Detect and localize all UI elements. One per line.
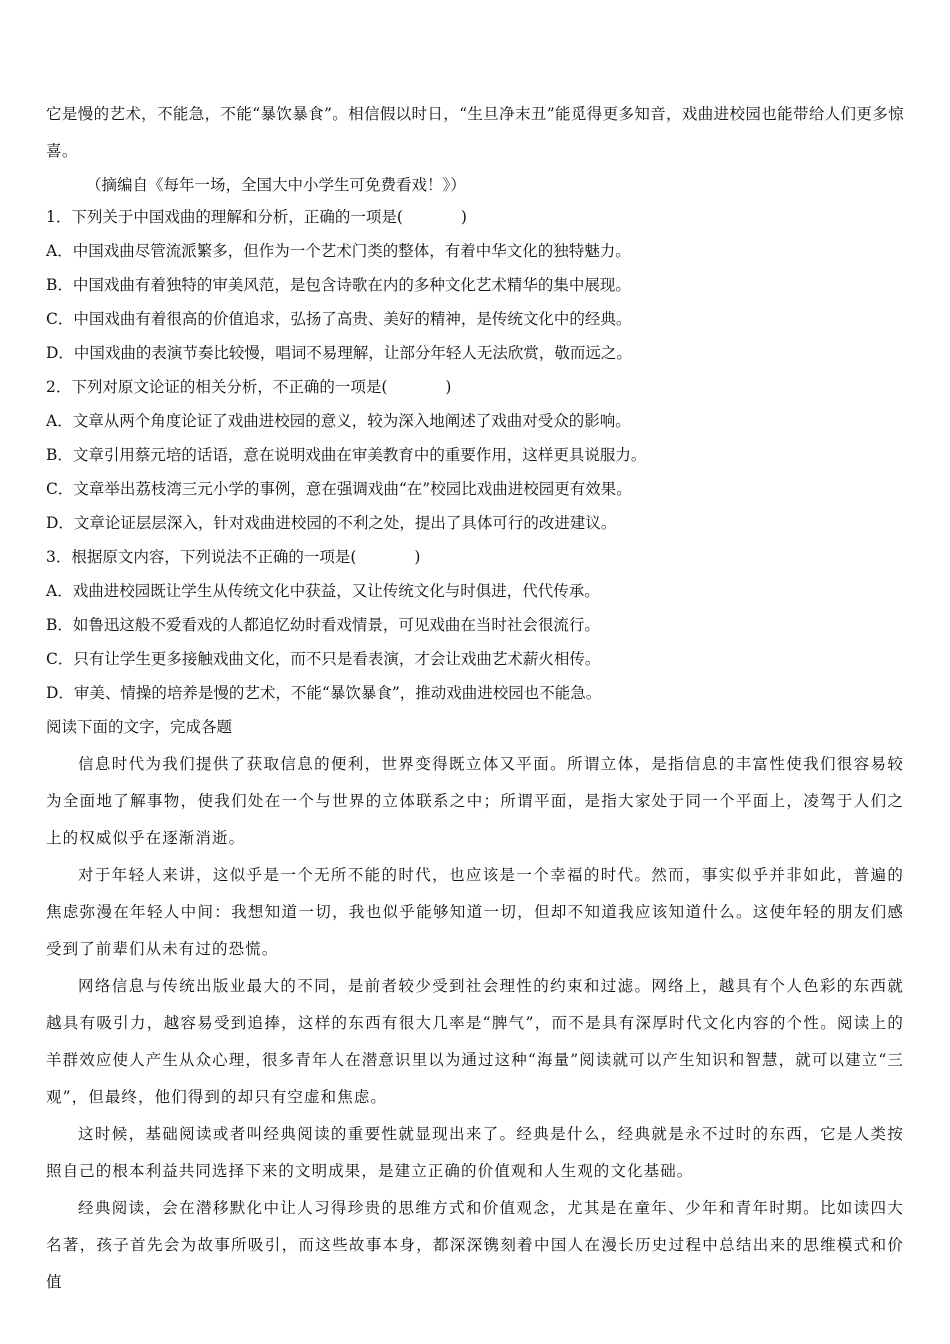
option-b: B．如鲁迅这般不爱看戏的人都追忆幼时看戏情景，可见戏曲在当时社会很流行。: [46, 616, 600, 634]
option-b: B．中国戏曲有着独特的审美风范，是包含诗歌在内的多种文化艺术精华的集中展现。: [46, 276, 631, 294]
passage-paragraph-5: 经典阅读，会在潜移默化中让人习得珍贵的思维方式和价值观念，尤其是在童年、少年和青年时期。比如读四大名著，孩子首先会为故事所吸引，而这些故事本身，都深深镌刻着中国人在漫长历史过程中总结出来的思维模式和价值: [46, 1199, 904, 1291]
question-stem-text: 2．下列对原文论证的相关分析，不正确的一项是(: [46, 378, 388, 396]
source-citation: （摘编自《每年一场，全国大中小学生可免费看戏！》）: [86, 176, 466, 194]
document-page: [46, 96, 904, 1301]
option-c: C．中国戏曲有着很高的价值追求，弘扬了高贵、美好的精神，是传统文化中的经典。: [46, 310, 632, 328]
option-d: D．中国戏曲的表演节奏比较慢，唱词不易理解，让部分年轻人无法欣赏，敬而远之。: [46, 344, 632, 362]
question-1: [46, 200, 904, 370]
option-a: A．中国戏曲尽管流派繁多，但作为一个艺术门类的整体，有着中华文化的独特魅力。: [46, 242, 631, 260]
option-c: C．只有让学生更多接触戏曲文化，而不只是看表演，才会让戏曲艺术薪火相传。: [46, 650, 601, 668]
question-3: [46, 540, 904, 710]
option-a: A．文章从两个角度论证了戏曲进校园的意义，较为深入地阐述了戏曲对受众的影响。: [46, 412, 631, 430]
option-b: B．文章引用蔡元培的话语，意在说明戏曲在审美教育中的重要作用，这样更具说服力。: [46, 446, 647, 464]
question-stem: [46, 200, 904, 234]
option-a: A．戏曲进校园既让学生从传统文化中获益，又让传统文化与时俱进，代代传承。: [46, 582, 600, 600]
question-stem-text: 3．根据原文内容，下列说法不正确的一项是(: [46, 548, 357, 566]
passage-paragraph-3: 网络信息与传统出版业最大的不同，是前者较少受到社会理性的约束和过滤。网络上，越具有个人色彩的东西就越具有吸引力，越容易受到追捧，这样的东西有很大几率是“脾气”，而不是具有深厚时代文化内容的个性。阅读上的羊群效应使人产生从众心理，很多青年人在潜意识里以为通过这种“海量”阅读就可以产生知识和智慧，就可以建立“三观”，但最终，他们得到的却只有空虚和焦虑。: [46, 977, 904, 1106]
reading-passage: [46, 746, 904, 1301]
question-stem: [46, 540, 904, 574]
option-c: C．文章举出荔枝湾三元小学的事例，意在强调戏曲“在”校园比戏曲进校园更有效果。: [46, 480, 632, 498]
question-stem-close: ): [414, 548, 421, 566]
passage-paragraph-4: 这时候，基础阅读或者叫经典阅读的重要性就显现出来了。经典是什么，经典就是永不过时的东西，它是人类按照自己的根本利益共同选择下来的文明成果，是建立正确的价值观和人生观的文化基础。: [46, 1125, 904, 1180]
question-stem-text: 1．下列关于中国戏曲的理解和分析，正确的一项是(: [46, 208, 403, 226]
option-d: D．文章论证层层深入，针对戏曲进校园的不利之处，提出了具体可行的改进建议。: [46, 514, 617, 532]
passage-paragraph-2: 对于年轻人来讲，这似乎是一个无所不能的时代，也应该是一个幸福的时代。然而，事实似乎并非如此，普遍的焦虑弥漫在年轻人中间：我想知道一切，我也似乎能够知道一切，但却不知道我应该知道什么。这使年轻的朋友们感受到了前辈们从未有过的恐慌。: [46, 866, 904, 958]
passage-paragraph-1: 信息时代为我们提供了获取信息的便利，世界变得既立体又平面。所谓立体，是指信息的丰富性使我们很容易较为全面地了解事物，使我们处在一个与世界的立体联系之中；所谓平面，是指大家处于同一个平面上，凌驾于人们之上的权威似乎在逐渐消逝。: [46, 755, 904, 847]
question-stem-close: ): [460, 208, 467, 226]
question-stem-close: ): [445, 378, 452, 396]
question-2: [46, 370, 904, 540]
option-d: D．审美、情操的培养是慢的艺术，不能“暴饮暴食”，推动戏曲进校园也不能急。: [46, 684, 602, 702]
intro-paragraph: 它是慢的艺术，不能急，不能“暴饮暴食”。相信假以时日，“生旦净末丑”能觅得更多知音，戏曲进校园也能带给人们更多惊喜。: [46, 105, 904, 160]
reading-heading: 阅读下面的文字，完成各题: [46, 718, 233, 736]
question-stem: [46, 370, 904, 404]
